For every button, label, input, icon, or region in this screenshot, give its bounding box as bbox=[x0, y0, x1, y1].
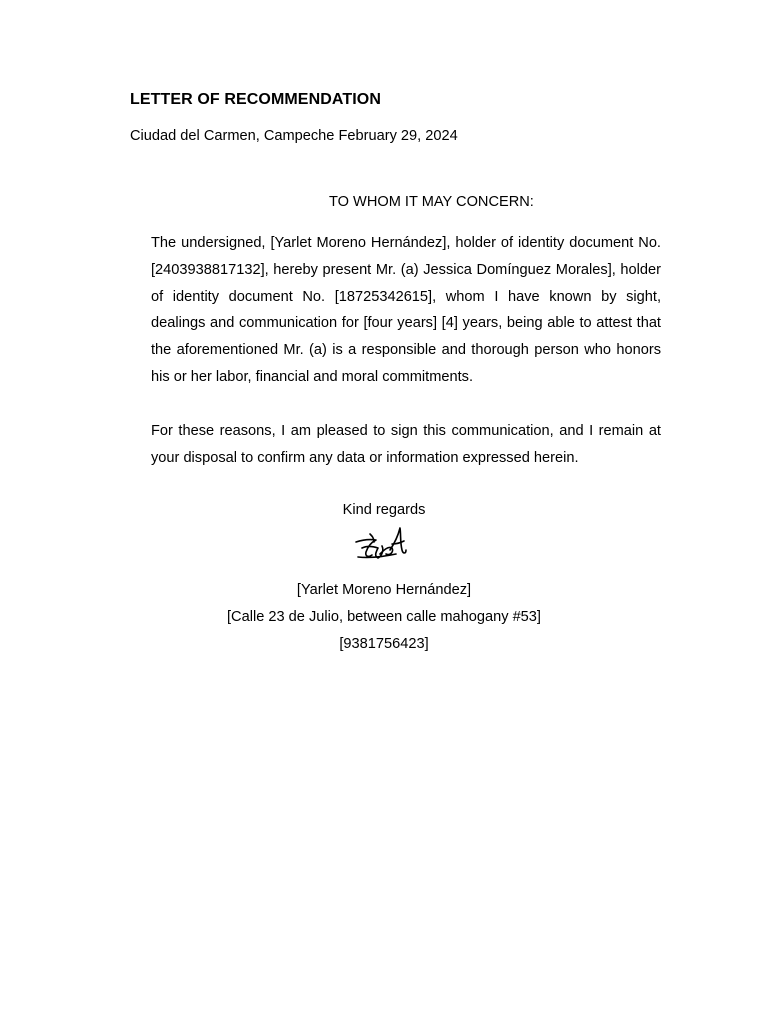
place-and-date: Ciudad del Carmen, Campeche February 29, 2024 bbox=[130, 128, 458, 144]
salutation: TO WHOM IT MAY CONCERN: bbox=[329, 194, 534, 210]
closing-regards: Kind regards bbox=[342, 502, 426, 518]
letter-title: LETTER OF RECOMMENDATION bbox=[130, 91, 381, 108]
signer-phone: [9381756423] bbox=[339, 636, 429, 652]
signature-icon bbox=[352, 524, 408, 564]
signer-name: [Yarlet Moreno Hernández] bbox=[296, 582, 472, 598]
body-paragraph-2: For these reasons, I am pleased to sign this communication, and I remain at your disposal to confirm any data or information expressed herein. bbox=[151, 423, 661, 466]
signer-address: [Calle 23 de Julio, between calle mahogany #53] bbox=[227, 609, 541, 625]
body-paragraph-1: The undersigned, [Yarlet Moreno Hernández], holder of identity document No. [2403938817132], hereby present Mr. (a) Jessica Domínguez Morales], holder of identity document No. [18725342615], whom I have known by sight, dealings and communication for [four years] [4] years, being able to attest that the aforementioned Mr. (a) is a responsible and thorough person who honors his or her labor, financial and moral commitments. bbox=[151, 235, 661, 385]
